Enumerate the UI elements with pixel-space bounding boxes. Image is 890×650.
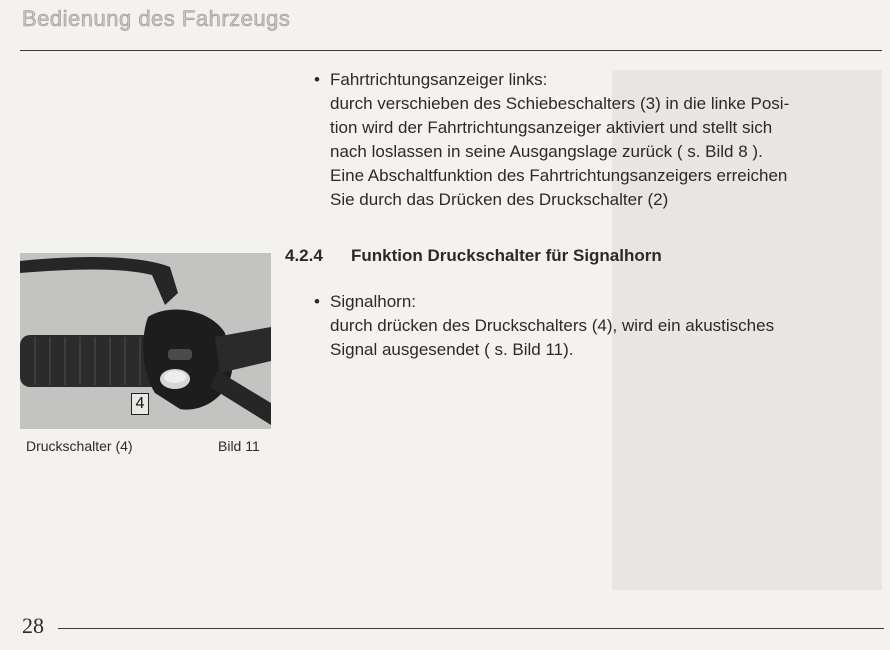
body-line: Signal ausgesendet ( s. Bild 11). — [330, 340, 574, 359]
section-heading — [285, 246, 662, 266]
handlebar-photo — [20, 253, 271, 429]
page-number: 28 — [22, 613, 44, 638]
header-rule — [20, 50, 882, 51]
bullet-block-horn — [310, 290, 870, 362]
body-line: Eine Abschaltfunktion des Fahrtrichtungsanzeigers erreichen — [330, 166, 788, 185]
section-title: Funktion Druckschalter für Signalhorn — [351, 246, 662, 265]
body-line: nach loslassen in seine Ausgangslage zurück ( s. Bild 8 ). — [330, 142, 763, 161]
figure-caption-right: Bild 11 — [218, 438, 260, 454]
body-line: Sie durch das Drücken des Druckschalter (2) — [330, 190, 669, 209]
section-number: 4.2.4 — [285, 246, 323, 265]
footer-rule — [58, 628, 884, 629]
bullet-dot: • — [314, 292, 320, 311]
body-line: durch verschieben des Schiebeschalters (3) in die linke Posi- — [330, 94, 790, 113]
bullet-block-turn-signal — [310, 68, 870, 212]
bullet-title: Signalhorn: — [330, 292, 417, 311]
body-line: tion wird der Fahrtrichtungsanzeiger aktiviert und stellt sich — [330, 118, 773, 137]
bullet-dot: • — [314, 70, 320, 89]
figure-tag: 4 — [131, 393, 149, 415]
figure-caption-left: Druckschalter (4) — [26, 438, 133, 454]
header-title: Bedienung des Fahrzeugs — [22, 6, 291, 31]
body-line: durch drücken des Druckschalters (4), wird ein akustisches — [330, 316, 775, 335]
bullet-title: Fahrtrichtungsanzeiger links: — [330, 70, 548, 89]
